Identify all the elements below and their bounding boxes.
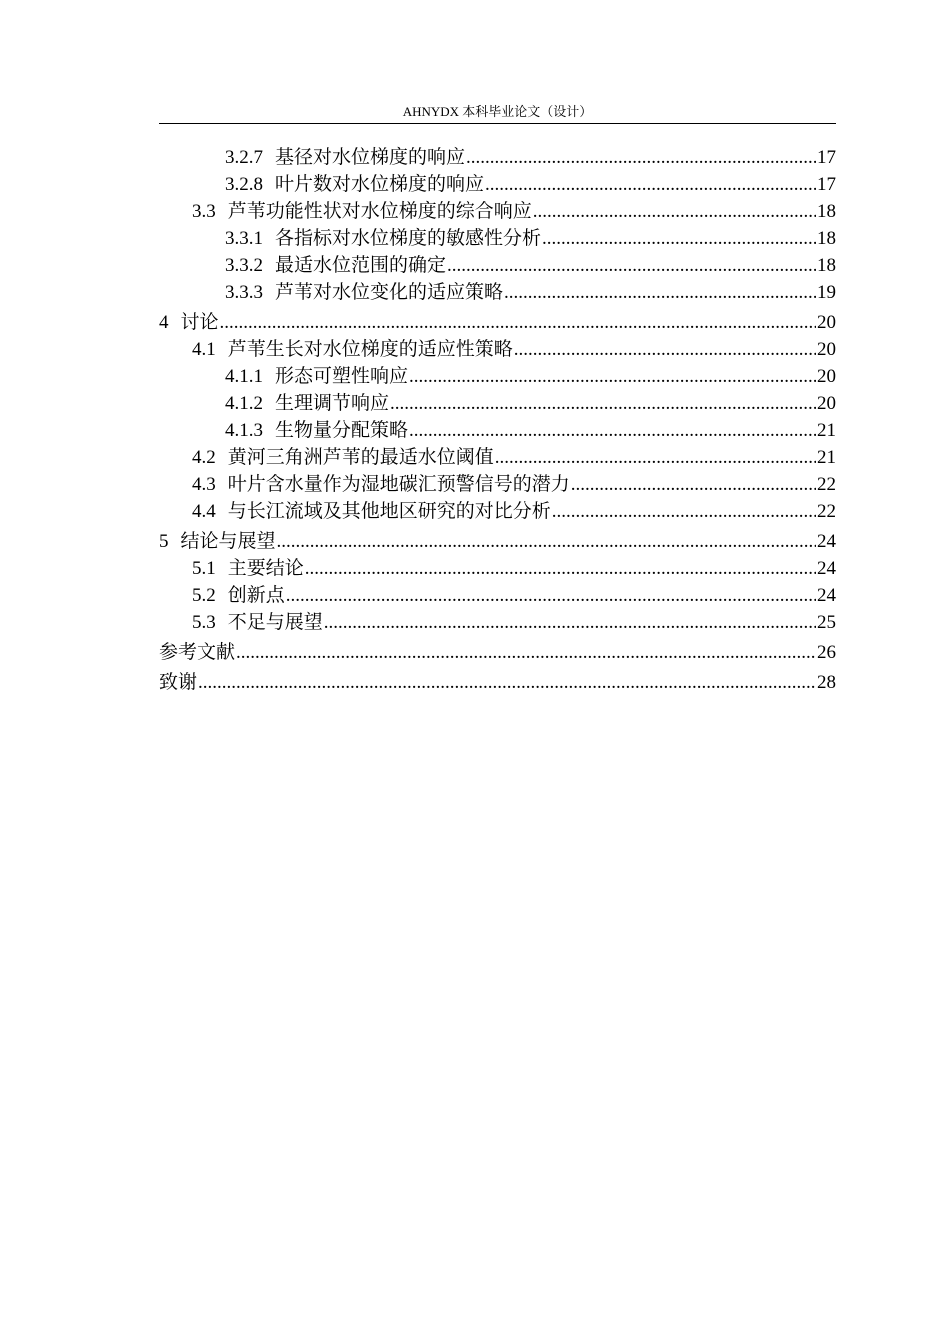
toc-leader-dots <box>552 498 816 525</box>
toc-leader-dots <box>286 582 816 609</box>
toc-entry-page: 25 <box>817 612 836 633</box>
toc-entry-page: 20 <box>817 393 836 414</box>
toc-entry-page: 20 <box>817 339 836 360</box>
toc-entry-page: 17 <box>817 147 836 168</box>
toc-entry[interactable] <box>159 198 836 225</box>
toc-leader-dots <box>277 528 816 555</box>
toc-entry[interactable] <box>159 417 836 444</box>
toc-entry[interactable] <box>159 555 836 582</box>
toc-leader-dots <box>220 309 816 336</box>
toc-entry-number: 4.1.2 <box>225 393 263 414</box>
toc-entry-title: 主要结论 <box>227 558 304 579</box>
toc-entry-title: 不足与展望 <box>227 612 323 633</box>
toc-leader-dots <box>305 555 816 582</box>
toc-entry-number: 4.1.1 <box>225 366 263 387</box>
toc-leader-dots <box>466 144 816 171</box>
toc-entry-title: 形态可塑性响应 <box>275 366 409 387</box>
toc-entry[interactable] <box>159 390 836 417</box>
toc-entry-number: 4.4 <box>192 501 216 522</box>
toc-entry-page: 18 <box>817 228 836 249</box>
toc-leader-dots <box>409 417 816 444</box>
toc-leader-dots <box>236 639 816 666</box>
toc-leader-dots <box>571 471 816 498</box>
toc-entry-title: 芦苇生长对水位梯度的适应性策略 <box>227 339 513 360</box>
toc-entry-number: 3.2.7 <box>225 147 263 168</box>
header-rule <box>159 123 836 124</box>
toc-entry[interactable] <box>159 444 836 471</box>
toc-entry-title: 叶片数对水位梯度的响应 <box>275 174 485 195</box>
toc-leader-dots <box>324 609 816 636</box>
toc-entry-number: 5.2 <box>192 585 216 606</box>
toc-entry[interactable] <box>159 309 836 336</box>
toc-leader-dots <box>495 444 816 471</box>
toc-entry[interactable] <box>159 171 836 198</box>
toc-entry[interactable] <box>159 279 836 306</box>
toc-entry[interactable] <box>159 225 836 252</box>
toc-entry-page: 22 <box>817 501 836 522</box>
toc-entry-page: 24 <box>817 558 836 579</box>
toc-entry-page: 18 <box>817 255 836 276</box>
toc-entry-page: 20 <box>817 366 836 387</box>
toc-entry-number: 5.1 <box>192 558 216 579</box>
toc-entry[interactable] <box>159 669 836 696</box>
toc-entry[interactable] <box>159 582 836 609</box>
toc-entry-page: 19 <box>817 282 836 303</box>
toc-entry[interactable] <box>159 498 836 525</box>
toc-leader-dots <box>485 171 816 198</box>
toc-entry-page: 24 <box>817 531 836 552</box>
toc-entry-number: 3.3 <box>192 201 216 222</box>
running-header: AHNYDX 本科毕业论文（设计） <box>402 104 593 119</box>
toc-entry-title: 与长江流域及其他地区研究的对比分析 <box>227 501 551 522</box>
toc-entry-title: 芦苇功能性状对水位梯度的综合响应 <box>227 201 532 222</box>
toc-leader-dots <box>504 279 816 306</box>
toc-entry-title: 致谢 <box>159 672 198 693</box>
toc-entry-title: 最适水位范围的确定 <box>275 255 447 276</box>
toc-entry-title: 生物量分配策略 <box>275 420 409 441</box>
toc-leader-dots <box>390 390 816 417</box>
toc-entry[interactable] <box>159 609 836 636</box>
toc-entry-number: 4.2 <box>192 447 216 468</box>
toc-entry-title: 创新点 <box>227 585 285 606</box>
toc-entry-number: 3.3.1 <box>225 228 263 249</box>
toc-entry-title: 参考文献 <box>159 642 236 663</box>
toc-entry[interactable] <box>159 639 836 666</box>
toc-entry[interactable] <box>159 363 836 390</box>
toc-entry-number: 4 <box>159 312 169 333</box>
toc-entry-title: 生理调节响应 <box>275 393 390 414</box>
toc-entry[interactable] <box>159 252 836 279</box>
toc-entry-page: 21 <box>817 447 836 468</box>
table-of-contents <box>159 144 836 696</box>
toc-entry-number: 4.3 <box>192 474 216 495</box>
toc-entry-page: 17 <box>817 174 836 195</box>
toc-entry[interactable] <box>159 528 836 555</box>
toc-entry-title: 各指标对水位梯度的敏感性分析 <box>275 228 542 249</box>
toc-entry-page: 18 <box>817 201 836 222</box>
toc-leader-dots <box>198 669 816 696</box>
toc-entry-page: 22 <box>817 474 836 495</box>
toc-entry-page: 21 <box>817 420 836 441</box>
toc-leader-dots <box>533 198 816 225</box>
toc-entry-number: 4.1.3 <box>225 420 263 441</box>
toc-entry-number: 3.2.8 <box>225 174 263 195</box>
toc-entry-page: 20 <box>817 312 836 333</box>
toc-entry[interactable] <box>159 471 836 498</box>
toc-entry-number: 5.3 <box>192 612 216 633</box>
toc-leader-dots <box>542 225 816 252</box>
toc-entry-title: 讨论 <box>180 312 219 333</box>
toc-leader-dots <box>409 363 816 390</box>
toc-entry-number: 3.3.3 <box>225 282 263 303</box>
toc-entry-page: 28 <box>817 672 836 693</box>
toc-leader-dots <box>514 336 816 363</box>
toc-entry-number: 4.1 <box>192 339 216 360</box>
toc-entry-title: 基径对水位梯度的响应 <box>275 147 466 168</box>
toc-entry-number: 3.3.2 <box>225 255 263 276</box>
toc-leader-dots <box>447 252 816 279</box>
toc-entry-title: 黄河三角洲芦苇的最适水位阈值 <box>227 447 494 468</box>
toc-entry-number: 5 <box>159 531 169 552</box>
toc-entry-title: 结论与展望 <box>180 531 276 552</box>
toc-entry[interactable] <box>159 336 836 363</box>
toc-entry[interactable] <box>159 144 836 171</box>
toc-entry-page: 24 <box>817 585 836 606</box>
toc-entry-title: 芦苇对水位变化的适应策略 <box>275 282 504 303</box>
toc-entry-title: 叶片含水量作为湿地碳汇预警信号的潜力 <box>227 474 570 495</box>
toc-entry-page: 26 <box>817 642 836 663</box>
